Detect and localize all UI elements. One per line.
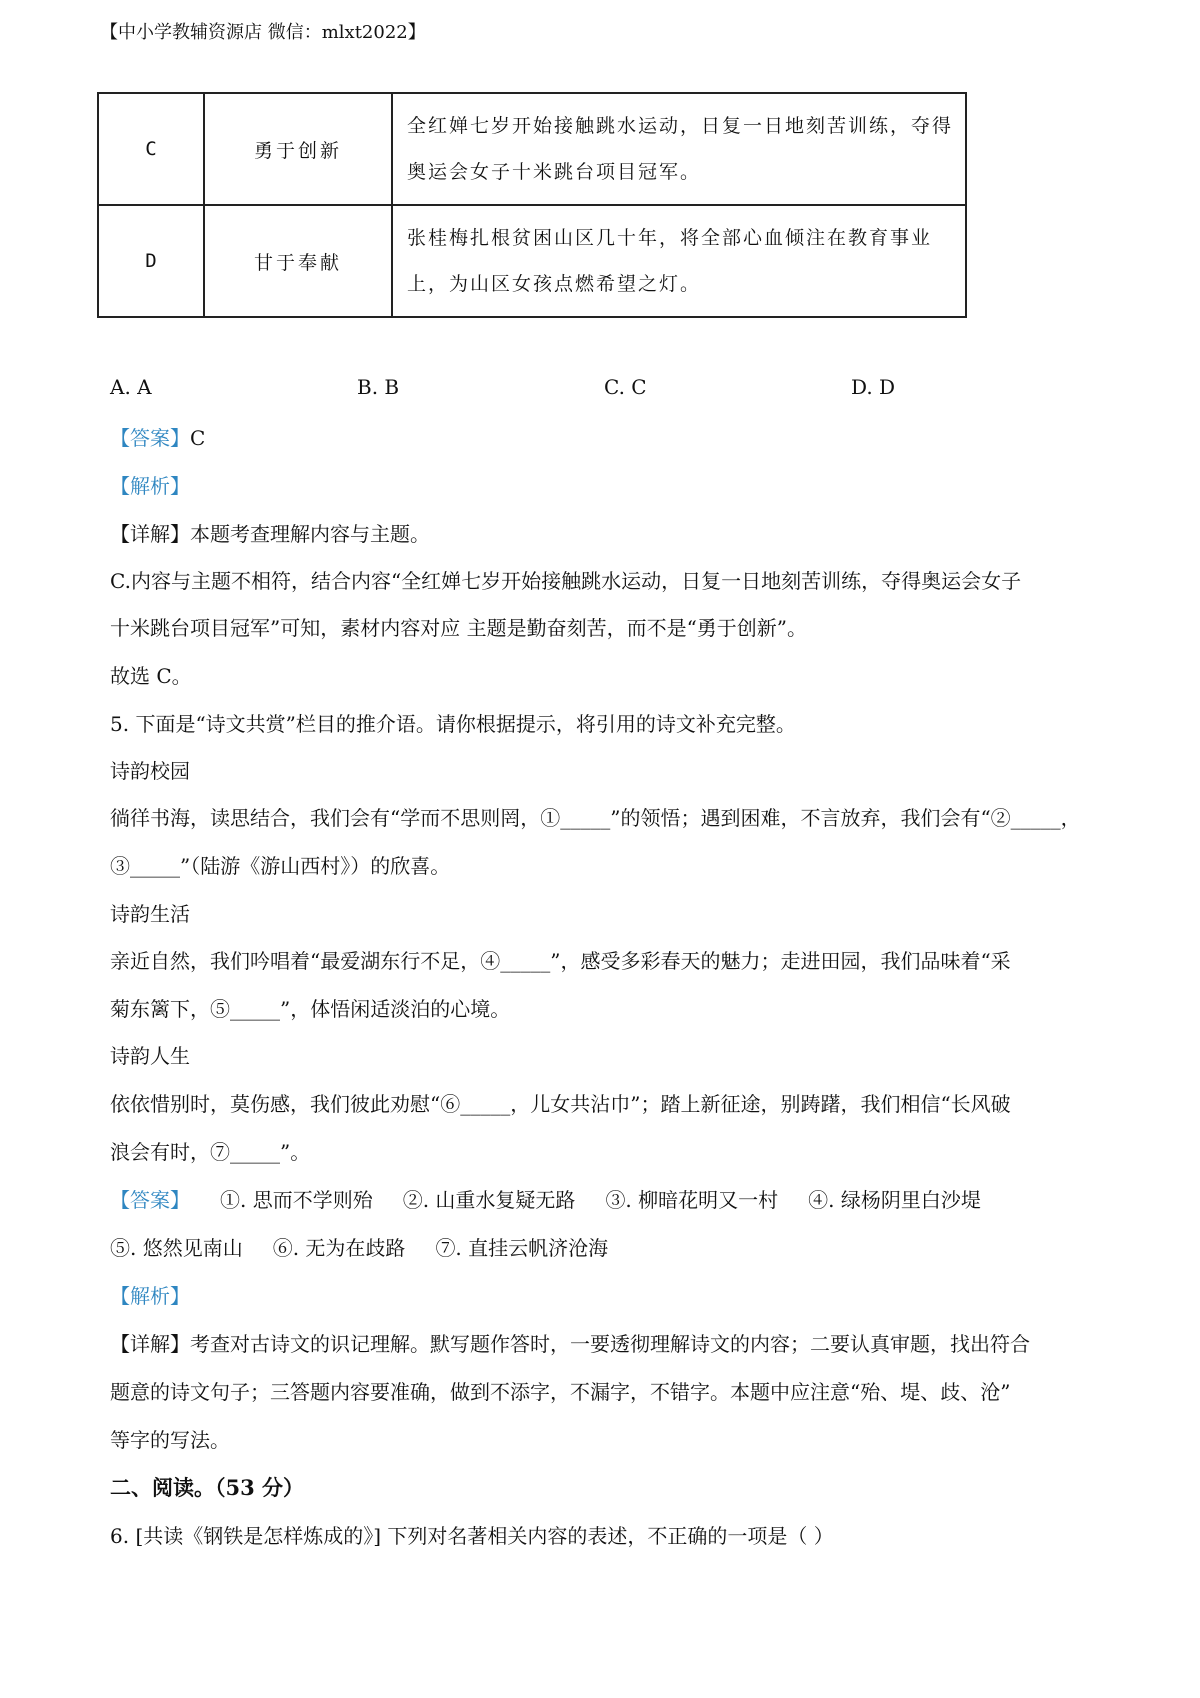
answer-item: ③. 柳暗花明又一村 — [605, 1188, 779, 1212]
watermark-header: 【中小学教辅资源店 微信：mlxt2022】 — [100, 22, 426, 43]
q6-stem: 6. [共读《钢铁是怎样炼成的》] 下列对名著相关内容的表述，不正确的一项是（ ） — [110, 1524, 834, 1548]
q4-explain-line1: C.内容与主题不相符，结合内容“全红婵七岁开始接触跳水运动，日复一日地刻苦训练，夺得奥运会女子 — [110, 569, 1022, 593]
choice-b: B. B — [357, 375, 400, 399]
q5-sec3-line1: 依依惜别时，莫伤感，我们彼此劝慰“⑥_____，儿女共沾巾”；踏上新征途，别踌躇，我们相信“长风破 — [110, 1092, 1011, 1116]
answer-item: ⑥. 无为在歧路 — [272, 1236, 406, 1260]
table-row — [98, 205, 966, 317]
answer-item: ①. 思而不学则殆 — [220, 1188, 373, 1212]
q5-answers-line1 — [110, 1184, 981, 1213]
table-row — [98, 93, 966, 205]
row-theme: 甘于奉献 — [204, 205, 392, 317]
q5-sec3-line2: 浪会有时，⑦_____”。 — [110, 1140, 311, 1164]
q5-answers-line2 — [110, 1232, 608, 1261]
choice-a: A. A — [110, 375, 152, 399]
answer-item: ④. 绿杨阴里白沙堤 — [808, 1188, 981, 1212]
q5-sec2-line2: 菊东篱下，⑤_____”，体悟闲适淡泊的心境。 — [110, 997, 511, 1021]
choice-d: D. D — [851, 375, 896, 399]
detail-tag: 【详解】 — [110, 1332, 190, 1356]
answer-tag: 【答案】 — [110, 1188, 190, 1212]
q4-explain-line2: 十米跳台项目冠军”可知，素材内容对应 主题是勤奋刻苦，而不是“勇于创新”。 — [110, 616, 808, 640]
detail-text: 考查对古诗文的识记理解。默写题作答时，一要透彻理解诗文的内容；二要认真审题，找出符合 — [190, 1332, 1030, 1356]
detail-text: 本题考查理解内容与主题。 — [190, 522, 430, 546]
q5-detail-line3: 等字的写法。 — [110, 1428, 230, 1452]
row-content: 全红婵七岁开始接触跳水运动，日复一日地刻苦训练，夺得奥运会女子十米跳台项目冠军。 — [392, 93, 966, 205]
q5-detail-line1 — [110, 1328, 1030, 1357]
q5-stem: 5. 下面是“诗文共赏”栏目的推介语。请你根据提示，将引用的诗文补充完整。 — [110, 712, 796, 736]
detail-tag: 【详解】 — [110, 522, 190, 546]
answer-item: ⑦. 直挂云帆济沧海 — [435, 1236, 609, 1260]
q5-sec1-line2: ③_____”（陆游《游山西村》）的欣喜。 — [110, 854, 451, 878]
answer-item: ⑤. 悠然见南山 — [110, 1236, 243, 1260]
q5-detail-line2: 题意的诗文句子；三答题内容要准确，做到不添字，不漏字，不错字。本题中应注意“殆、堤、歧、沧” — [110, 1380, 1011, 1404]
row-letter: D — [98, 205, 204, 317]
q4-analysis-tag: 【解析】 — [110, 474, 190, 498]
choice-list — [0, 375, 1200, 405]
choice-c: C. C — [604, 375, 647, 399]
q4-conclusion: 故选 C。 — [110, 664, 192, 688]
row-theme: 勇于创新 — [204, 93, 392, 205]
q5-sec2-title: 诗韵生活 — [110, 902, 190, 926]
row-letter: C — [98, 93, 204, 205]
row-content: 张桂梅扎根贫困山区几十年，将全部心血倾注在教育事业上，为山区女孩点燃希望之灯。 — [392, 205, 966, 317]
answer-item: ②. 山重水复疑无路 — [402, 1188, 576, 1212]
section-title: 二、阅读。（53 分） — [110, 1475, 305, 1500]
answer-tag: 【答案】 — [110, 426, 190, 450]
q5-sec1-line1: 徜徉书海，读思结合，我们会有“学而不思则罔，①_____”的领悟；遇到困难，不言放弃，我们会有“②_____， — [110, 806, 1081, 830]
answer-value: C — [190, 426, 206, 450]
q5-analysis-tag: 【解析】 — [110, 1284, 190, 1308]
q5-sec2-line1: 亲近自然，我们吟唱着“最爱湖东行不足，④_____”，感受多彩春天的魅力；走进田园，我们品味着“采 — [110, 949, 1011, 973]
q4-answer — [110, 422, 205, 451]
q4-detail — [110, 518, 430, 547]
q5-sec3-title: 诗韵人生 — [110, 1044, 190, 1068]
options-table — [97, 92, 967, 318]
q5-sec1-title: 诗韵校园 — [110, 759, 190, 783]
